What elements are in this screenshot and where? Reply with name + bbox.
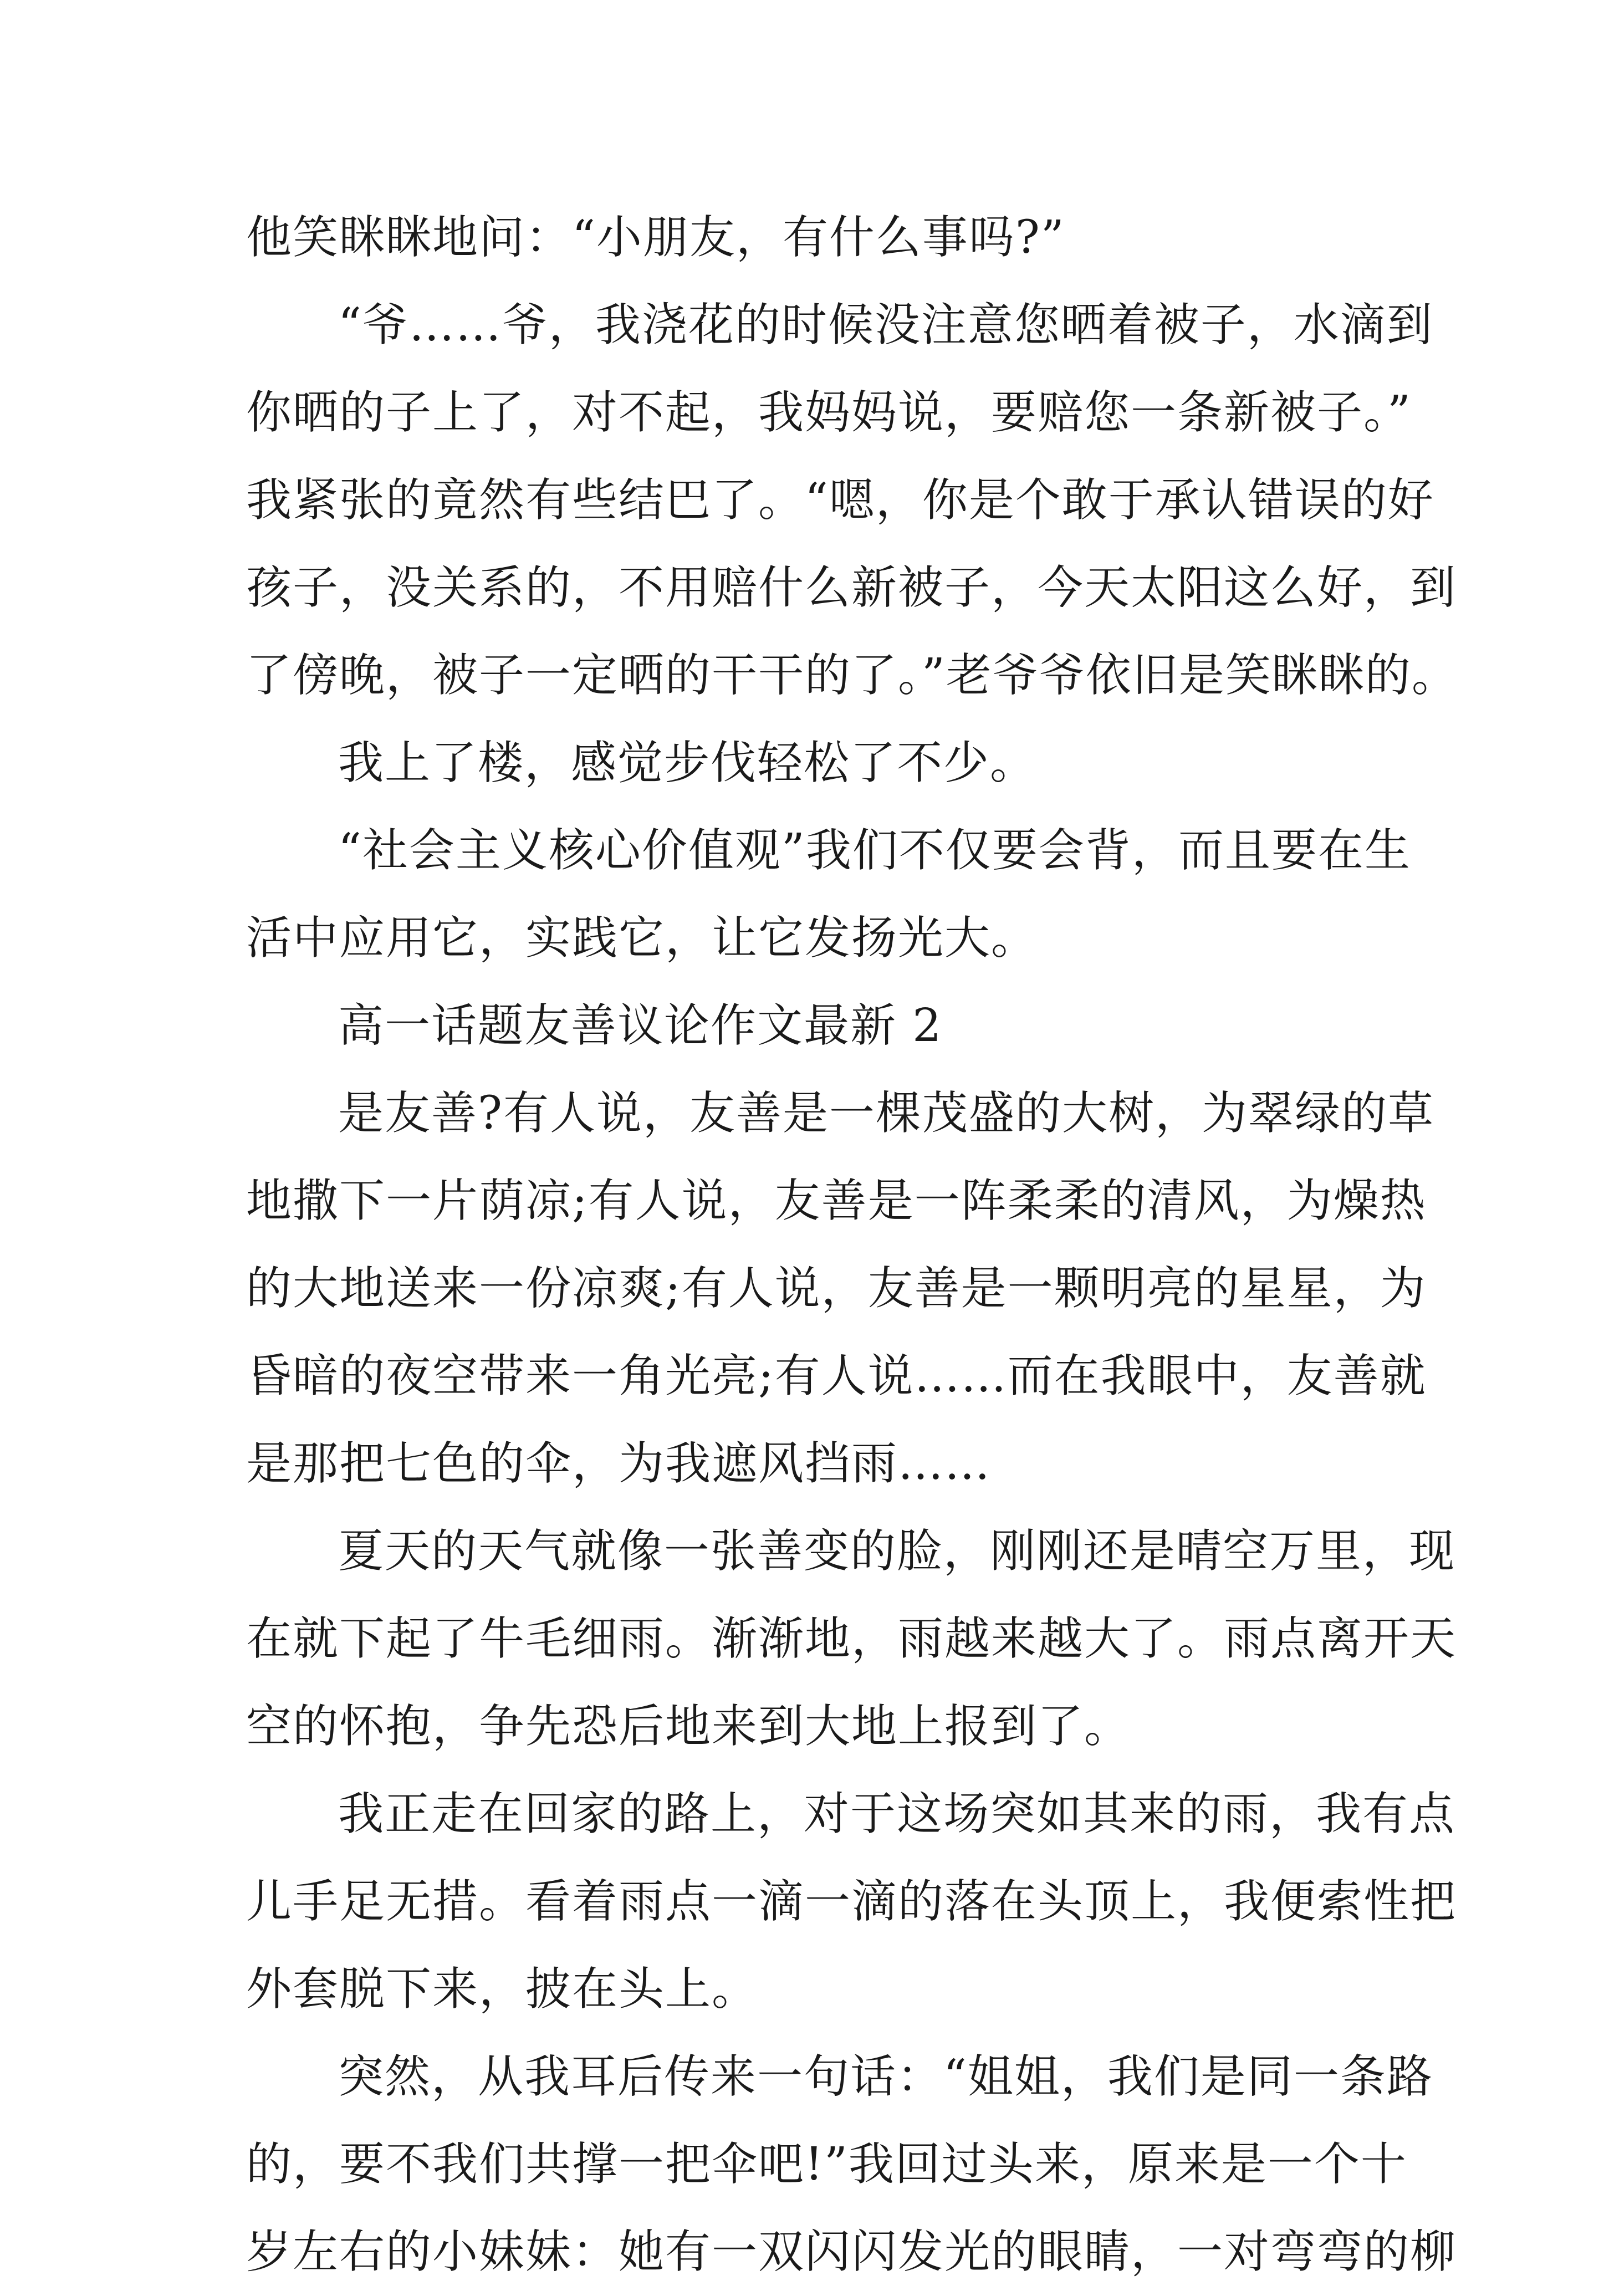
text-line: 是那把七色的伞，为我遮风挡雨…… (246, 1437, 992, 1490)
text-line: 突然，从我耳后传来一句话：“姐姐，我们是同一条路 (338, 2050, 1433, 2103)
text-line: 是友善?有人说，友善是一棵茂盛的大树，为翠绿的草 (338, 1087, 1434, 1140)
text-line: 地撒下一片荫凉;有人说，友善是一阵柔柔的清风，为燥热 (246, 1175, 1427, 1227)
text-line: 外套脱下来，披在头上。 (246, 1963, 759, 2016)
document-body (246, 194, 1458, 2296)
text-line: “社会主义核心价值观”我们不仅要会背，而且要在生 (338, 824, 1411, 877)
text-line: 了傍晚，被子一定晒的干干的了。”老爷爷依旧是笑眯眯的。 (246, 649, 1458, 702)
section-heading: 高一话题友善议论作文最新 2 (338, 999, 943, 1052)
text-line: 岁左右的小妹妹：她有一双闪闪发光的眼睛，一对弯弯的柳 (246, 2226, 1457, 2278)
text-line: 的大地送来一份凉爽;有人说，友善是一颗明亮的星星，为 (246, 1262, 1427, 1315)
text-line: 活中应用它，实践它，让它发扬光大。 (246, 912, 1038, 965)
text-line: 他笑眯眯地问：“小朋友，有什么事吗?” (246, 211, 1065, 264)
text-line: 我紧张的竟然有些结巴了。“嗯，你是个敢于承认错误的好 (246, 474, 1434, 527)
text-line: 孩子，没关系的，不用赔什么新被子，今天太阳这么好，到 (246, 562, 1457, 614)
text-line: 你晒的子上了，对不起，我妈妈说，要赔您一条新被子。” (246, 386, 1412, 439)
text-line: 儿手足无措。看着雨点一滴一滴的落在头顶上，我便索性把 (246, 1875, 1457, 1928)
text-line: 在就下起了牛毛细雨。渐渐地，雨越来越大了。雨点离开天 (246, 1613, 1457, 1665)
text-line: “爷……爷，我浇花的时候没注意您晒着被子，水滴到 (338, 299, 1433, 351)
text-line: 昏暗的夜空带来一角光亮;有人说……而在我眼中，友善就 (246, 1350, 1427, 1402)
text-line: 我正走在回家的路上，对于这场突如其来的雨，我有点 (338, 1788, 1456, 1840)
text-line: 夏天的天气就像一张善变的脸，刚刚还是晴空万里，现 (338, 1525, 1456, 1578)
text-line: 空的怀抱，争先恐后地来到大地上报到了。 (246, 1700, 1131, 1753)
text-line: 的，要不我们共撑一把伞吧!”我回过头来，原来是一个十 (246, 2138, 1407, 2191)
text-line: 我上了楼，感觉步伐轻松了不少。 (338, 737, 1037, 789)
